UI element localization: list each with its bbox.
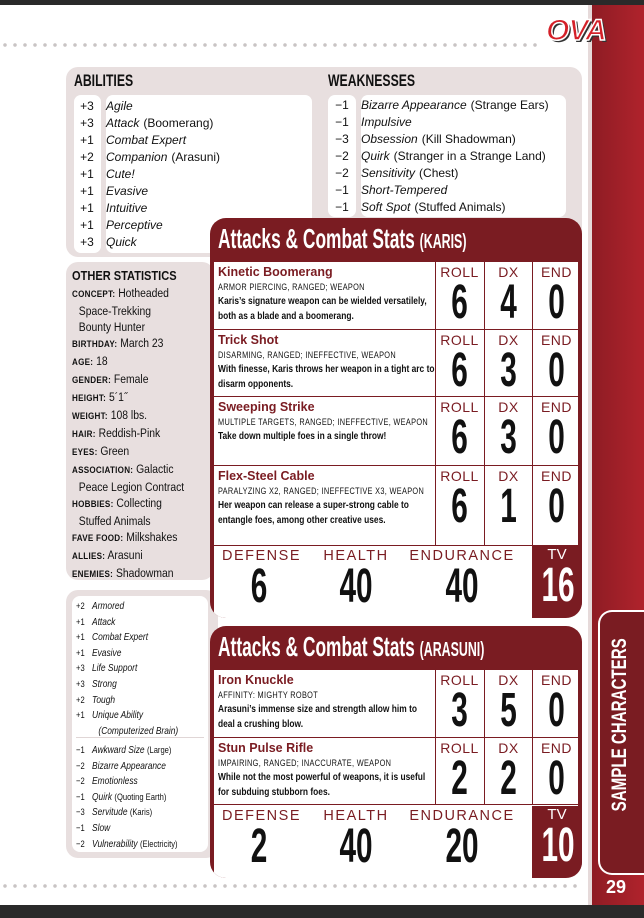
stat-value-cont: Bounty Hunter [78,320,146,334]
stat-row [72,407,206,425]
list-item [76,774,204,790]
attack-dx-value: 3 [500,411,517,464]
trait-value: +1 [76,710,85,722]
list-item [76,790,204,806]
attack-row [214,670,578,738]
trait-note: (Stuffed Animals) [414,200,506,214]
stat-key: ALLIES: [72,551,106,562]
attack-description: Arasuni’s immense size and strength allow him to deal a crushing blow. [218,703,417,730]
attack-description: Her weapon can release a super-strong cable to entangle foes, among other creative uses. [218,499,409,526]
attack-roll [435,397,483,465]
unique-ability-note: (Computerized Brain) [98,724,179,737]
attack-roll [435,466,483,545]
attack-name: Iron Knuckle [218,673,294,687]
tv-value: 16 [541,559,575,612]
combat-totals [214,546,532,618]
list-item [76,166,220,183]
attack-end-value: 0 [548,684,565,737]
trait-value: −1 [335,200,349,214]
attack-end-value: 0 [548,752,565,805]
bottom-bar [0,905,644,918]
attack-name: Stun Pulse Rifle [218,741,314,755]
attack-dx-label: DX [498,332,519,348]
attack-info [218,757,436,799]
arasuni-weaknesses-list [76,743,204,852]
stat-value: Green [100,444,130,458]
stat-defense-value: 6 [250,560,268,613]
list-item [76,677,204,693]
dotted-divider [0,884,580,888]
attack-end-label: END [540,264,573,280]
attack-end [532,330,580,396]
attack-info [218,281,436,323]
tv-label: TV [547,546,567,563]
trait-name: Impulsive [361,115,412,129]
attack-description: With finesse, Karis throws her weapon in a tight arc to disarm opponents. [218,363,435,390]
list-item [76,661,204,677]
list-item [76,115,220,132]
stat-row [72,565,206,583]
attack-dx [484,262,532,329]
attack-roll [435,262,483,329]
attack-end-label: END [540,740,573,756]
stat-row [72,529,206,547]
stat-value-cont: Peace Legion Contract [78,480,185,494]
stat-key: HEIGHT: [72,393,107,404]
stat-endurance-label: ENDURANCE [409,548,515,564]
top-bar [0,0,644,5]
trait-value: −1 [76,745,85,756]
trait-note: (Arasuni) [171,150,221,164]
trait-name: Emotionless [92,775,138,788]
list-item [331,148,549,165]
stat-value: 5´1˝ [108,390,128,404]
trait-value: −1 [335,115,349,129]
trait-value: +3 [80,235,94,249]
stat-defense [222,806,301,873]
attack-dx-label: DX [498,399,519,415]
weaknesses-list [331,97,549,216]
stat-defense-label: DEFENSE [222,548,301,564]
attack-dx [484,670,532,737]
abilities-heading: ABILITIES [74,71,134,90]
attack-end-value: 0 [548,344,565,397]
trait-name: Servitude [92,806,128,819]
trait-name: Soft Spot [361,200,411,214]
trait-value: +2 [80,150,94,164]
stat-key: ASSOCIATION: [72,465,134,476]
attack-row [214,466,578,546]
attack-roll-value: 2 [451,752,468,805]
trait-value: +1 [80,201,94,215]
list-item [76,132,220,149]
stat-endurance-value: 20 [445,820,479,873]
attack-end-value: 0 [548,411,565,464]
attack-name: Kinetic Boomerang [218,265,333,279]
stat-key: WEIGHT: [72,411,108,422]
stat-defense-label: DEFENSE [222,808,301,824]
trait-value: −3 [335,132,349,146]
stat-key: EYES: [72,447,98,458]
attack-tags: MULTIPLE TARGETS, RANGED; INEFFECTIVE, WEAPON [218,417,429,427]
attack-dx-value: 5 [500,684,517,737]
trait-note: (Quoting Earth) [114,791,167,803]
attack-dx-value: 3 [500,344,517,397]
trait-note: (Karis) [129,807,153,819]
attack-end-value: 0 [548,480,565,533]
attack-end [532,262,580,329]
list-item [76,599,204,615]
attack-dx-label: DX [498,468,519,484]
attack-roll-label: ROLL [440,399,479,415]
card-title [218,631,484,663]
stat-endurance [406,546,518,613]
attack-name: Flex-Steel Cable [218,469,315,483]
attack-roll-value: 3 [451,684,468,737]
stat-health-value: 40 [339,820,373,873]
trait-note: (Electricity) [139,838,178,850]
attack-roll-value: 6 [451,411,468,464]
attack-dx [484,738,532,804]
threat-value [532,806,582,878]
list-item [76,693,204,709]
trait-name: Obsession [361,132,418,146]
attack-roll [435,670,483,737]
list-item [76,837,204,853]
attack-name: Sweeping Strike [218,400,315,414]
card-body [214,262,578,618]
trait-name: Attack [92,615,116,628]
trait-note: (Strange Ears) [470,98,549,112]
attack-roll-label: ROLL [440,332,479,348]
trait-name: Quick [106,235,137,249]
trait-value: −2 [335,166,349,180]
tv-value: 10 [541,819,575,872]
trait-value: +2 [76,694,85,706]
combat-totals [214,806,532,878]
stat-endurance [406,806,518,873]
list-item [331,165,549,182]
attack-description: While not the most powerful of weapons, it is useful for subduing stubborn foes. [218,771,426,798]
card-character: (ARASUNI) [419,639,485,661]
trait-value: +1 [76,616,85,628]
attack-roll-value: 6 [451,480,468,533]
trait-name: Agile [106,99,133,113]
attack-dx-value: 2 [500,752,517,805]
list-item [331,97,549,114]
attack-description: Karis’s signature weapon can be wielded versatilely, both as a blade and a boomerang. [218,295,427,322]
attack-end [532,397,580,465]
stat-row [72,461,206,495]
stat-value: 18 [96,354,108,368]
card-title-text: Attacks & Combat Stats [218,223,415,254]
stat-value-cont: Stuffed Animals [78,514,151,528]
stat-key: ENEMIES: [72,569,114,580]
stat-row [72,371,206,389]
attack-row [214,738,578,805]
trait-name: Armored [92,600,125,612]
stat-value: Shadowman [115,566,174,580]
stat-row [72,353,206,371]
attack-tags: AFFINITY: MIGHTY ROBOT [218,690,319,700]
trait-name: Slow [92,821,111,834]
list-item [76,821,204,837]
attack-roll [435,738,483,804]
threat-value [532,546,582,618]
attack-dx [484,466,532,545]
attack-roll [435,330,483,396]
arasuni-abilities-list [76,599,204,738]
attack-info [218,485,436,527]
trait-value: +1 [80,184,94,198]
attack-name: Trick Shot [218,333,279,347]
stat-row [72,547,206,565]
list-item [331,114,549,131]
ova-logo: OVA [546,14,606,47]
stat-row [72,425,206,443]
list-item [76,183,220,200]
attack-roll-value: 6 [451,344,468,397]
trait-note: (Boomerang) [143,116,214,130]
attack-dx [484,330,532,396]
attack-roll-label: ROLL [440,264,479,280]
trait-value: +1 [80,218,94,232]
trait-name: Evasive [106,184,149,198]
trait-value: +1 [76,647,85,659]
stat-value-cont: Space-Trekking [78,304,151,318]
trait-name: Evasive [92,646,122,659]
trait-name: Unique Ability [92,709,144,722]
stat-value: Hotheaded [118,286,169,300]
stat-row [72,389,206,407]
trait-note: (Kill Shadowman) [421,132,516,146]
list-item [76,149,220,166]
stat-health-label: HEALTH [323,548,389,564]
attack-end-label: END [540,672,573,688]
stat-row [72,495,206,529]
trait-value: −2 [76,838,85,850]
attack-row [214,397,578,466]
attack-tags: ARMOR PIERCING, RANGED; WEAPON [218,282,365,292]
stat-health-value: 40 [339,560,373,613]
stat-endurance-value: 40 [445,560,479,613]
trait-name: Vulnerability [92,837,138,850]
list-item [76,743,204,759]
attack-end [532,738,580,804]
trait-value: −1 [76,791,85,803]
list-item [76,98,220,115]
trait-name: Intuitive [106,201,148,215]
trait-name: Combat Expert [92,631,149,644]
attack-end-label: END [540,468,573,484]
abilities-list [76,98,220,251]
list-item [76,630,204,646]
trait-name: Attack [106,116,140,130]
stat-health [314,546,398,613]
stat-row [72,335,206,353]
trait-name: Sensitivity [361,166,416,180]
attack-roll-value: 6 [451,276,468,329]
stat-value: Milkshakes [126,530,178,544]
list-item [76,759,204,775]
stat-value: Collecting [116,496,162,510]
attack-end-value: 0 [548,276,565,329]
stat-key: HAIR: [72,429,96,440]
stat-row [72,285,206,335]
trait-name: Awkward Size [92,744,145,756]
card-character: (KARIS) [419,231,467,253]
trait-name: Cute! [106,167,135,181]
attack-end [532,466,580,545]
dotted-divider [0,43,540,47]
attack-dx-label: DX [498,672,519,688]
list-item [76,646,204,662]
stat-key: CONCEPT: [72,289,116,300]
other-statistics [72,268,206,583]
trait-value: −1 [76,822,85,834]
trait-name: Life Support [92,662,138,675]
trait-value: +2 [76,601,85,612]
arasuni-combat-card [210,626,582,878]
attack-dx-label: DX [498,740,519,756]
stat-value: March 23 [120,336,164,350]
trait-name: Combat Expert [106,133,187,147]
trait-note: (Large) [146,745,172,756]
list-item [331,131,549,148]
trait-value: −2 [76,776,85,788]
stat-health [314,806,398,873]
stat-key: GENDER: [72,375,112,386]
trait-value: −1 [335,98,349,112]
attack-end-label: END [540,399,573,415]
trait-value: +3 [76,678,85,690]
attack-info [218,349,436,391]
attack-info [218,416,436,444]
attack-tags: PARALYZING X2, RANGED; INEFFECTIVE X3, WEAPON [218,486,425,496]
weaknesses-heading: WEAKNESSES [328,71,416,90]
list-item [76,234,220,251]
stat-health-label: HEALTH [323,808,389,824]
stat-value: Arasuni [107,548,143,562]
attack-dx-label: DX [498,264,519,280]
stat-key: AGE: [72,357,94,368]
stat-key: BIRTHDAY: [72,339,118,350]
trait-value: −1 [335,183,349,197]
page-number: 29 [605,877,627,897]
trait-value: +3 [76,663,85,675]
trait-name: Short-Tempered [361,183,448,197]
stat-value: 108 lbs. [110,408,148,422]
stat-value: Galactic [136,462,174,476]
trait-value: −2 [335,149,349,163]
attack-row [214,330,578,397]
trait-value: +1 [80,167,94,181]
card-title [218,223,466,255]
list-item [76,805,204,821]
stat-defense-value: 2 [250,820,268,873]
trait-name: Bizarre Appearance [92,759,166,772]
trait-value: −2 [76,760,85,772]
list-item [76,615,204,631]
attack-dx-value: 1 [500,480,517,533]
attack-end [532,670,580,737]
stat-key: FAVE FOOD: [72,533,124,544]
divider [76,737,204,738]
trait-value: +1 [76,632,85,644]
trait-note: (Stranger in a Strange Land) [393,149,546,163]
card-title-text: Attacks & Combat Stats [218,631,415,662]
trait-name: Strong [92,677,117,690]
trait-value: +3 [80,99,94,113]
tv-label: TV [547,806,567,823]
other-statistics-heading: OTHER STATISTICS [72,268,177,283]
stat-key: HOBBIES: [72,499,114,510]
list-item [331,199,549,216]
list-item [331,182,549,199]
stat-row [72,443,206,461]
trait-name: Bizarre Appearance [361,98,467,112]
trait-value: +3 [80,116,94,130]
list-item [76,217,220,234]
trait-name: Quirk [92,790,113,803]
karis-combat-card [210,218,582,618]
attack-dx-value: 4 [500,276,517,329]
stat-value: Reddish-Pink [98,426,161,440]
trait-note: (Chest) [419,166,459,180]
attack-row [214,262,578,330]
attack-roll-label: ROLL [440,740,479,756]
trait-name: Quirk [361,149,390,163]
trait-value: +1 [80,133,94,147]
attack-info [218,689,436,731]
stat-endurance-label: ENDURANCE [409,808,515,824]
trait-name: Tough [92,693,116,706]
attack-tags: DISARMING, RANGED; INEFFECTIVE, WEAPON [218,350,396,360]
trait-name: Perceptive [106,218,163,232]
stat-defense [222,546,301,613]
attack-description: Take down multiple foes in a single throw! [218,430,387,442]
list-item [76,708,204,724]
attack-roll-label: ROLL [440,672,479,688]
attack-roll-label: ROLL [440,468,479,484]
trait-name: Companion [106,150,168,164]
stat-value: Female [113,372,149,386]
list-item [76,200,220,217]
card-body [214,670,578,878]
attack-end-label: END [540,332,573,348]
section-label: SAMPLE CHARACTERS [608,638,631,812]
attack-dx [484,397,532,465]
attack-tags: IMPAIRING, RANGED; INACCURATE, WEAPON [218,758,392,768]
trait-value: −3 [76,807,85,819]
